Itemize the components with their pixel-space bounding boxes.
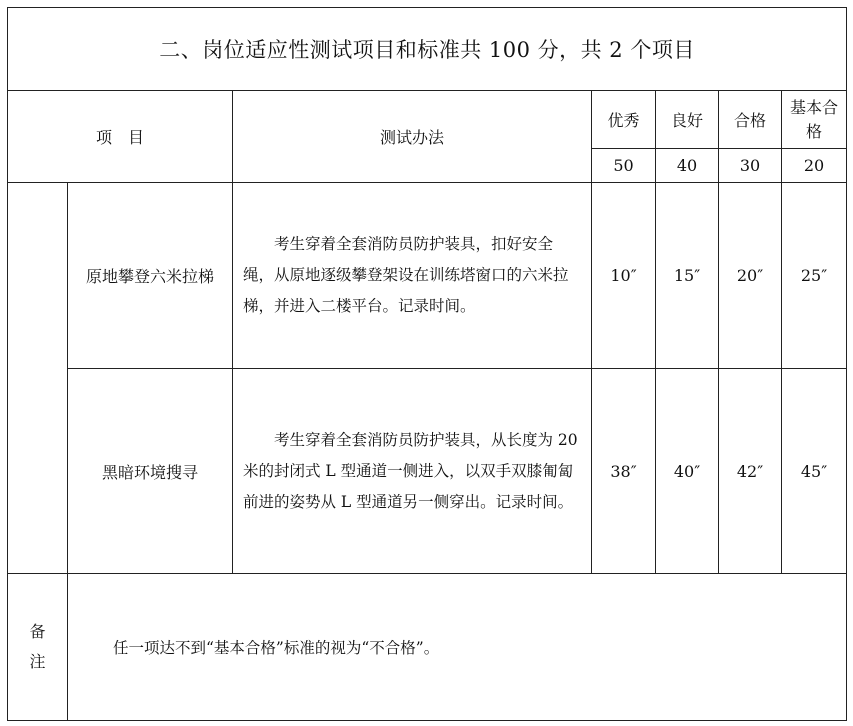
standards-table: [7, 7, 847, 721]
header-item: 项 目: [8, 91, 233, 183]
row-value: 10″: [592, 183, 656, 369]
header-grade-basic-pass: 基本合格: [782, 91, 847, 149]
row-method: 考生穿着全套消防员防护装具，扣好安全绳，从原地逐级攀登架设在训练塔窗口的六米拉梯，并进入二楼平台。记录时间。: [233, 183, 592, 369]
row-value: 42″: [719, 369, 782, 574]
row-value: 40″: [656, 369, 719, 574]
table-row: [8, 183, 847, 369]
header-grade-good: 良好: [656, 91, 719, 149]
remarks-label-2: 注: [29, 652, 46, 671]
score-excellent: 50: [592, 149, 656, 183]
table-title: 二、岗位适应性测试项目和标准共 100 分，共 2 个项目: [8, 8, 847, 91]
row-value: 25″: [782, 183, 847, 369]
row-method: 考生穿着全套消防员防护装具，从长度为 20 米的封闭式 L 型通道一侧进入，以双手双膝匍匐前进的姿势从 L 型通道另一侧穿出。记录时间。: [233, 369, 592, 574]
score-good: 40: [656, 149, 719, 183]
table-row: [8, 369, 847, 574]
remarks-text: 任一项达不到“基本合格”标准的视为“不合格”。: [68, 574, 847, 721]
remarks-label-1: 备: [29, 622, 46, 641]
row-item: 原地攀登六米拉梯: [68, 183, 233, 369]
row-item: 黑暗环境搜寻: [68, 369, 233, 574]
score-pass: 30: [719, 149, 782, 183]
header-method: 测试办法: [233, 91, 592, 183]
row-value: 45″: [782, 369, 847, 574]
remarks-label: [8, 574, 68, 721]
merged-empty-cell: [8, 183, 68, 574]
row-value: 15″: [656, 183, 719, 369]
score-basic-pass: 20: [782, 149, 847, 183]
header-grade-pass: 合格: [719, 91, 782, 149]
header-grade-excellent: 优秀: [592, 91, 656, 149]
row-value: 38″: [592, 369, 656, 574]
row-value: 20″: [719, 183, 782, 369]
